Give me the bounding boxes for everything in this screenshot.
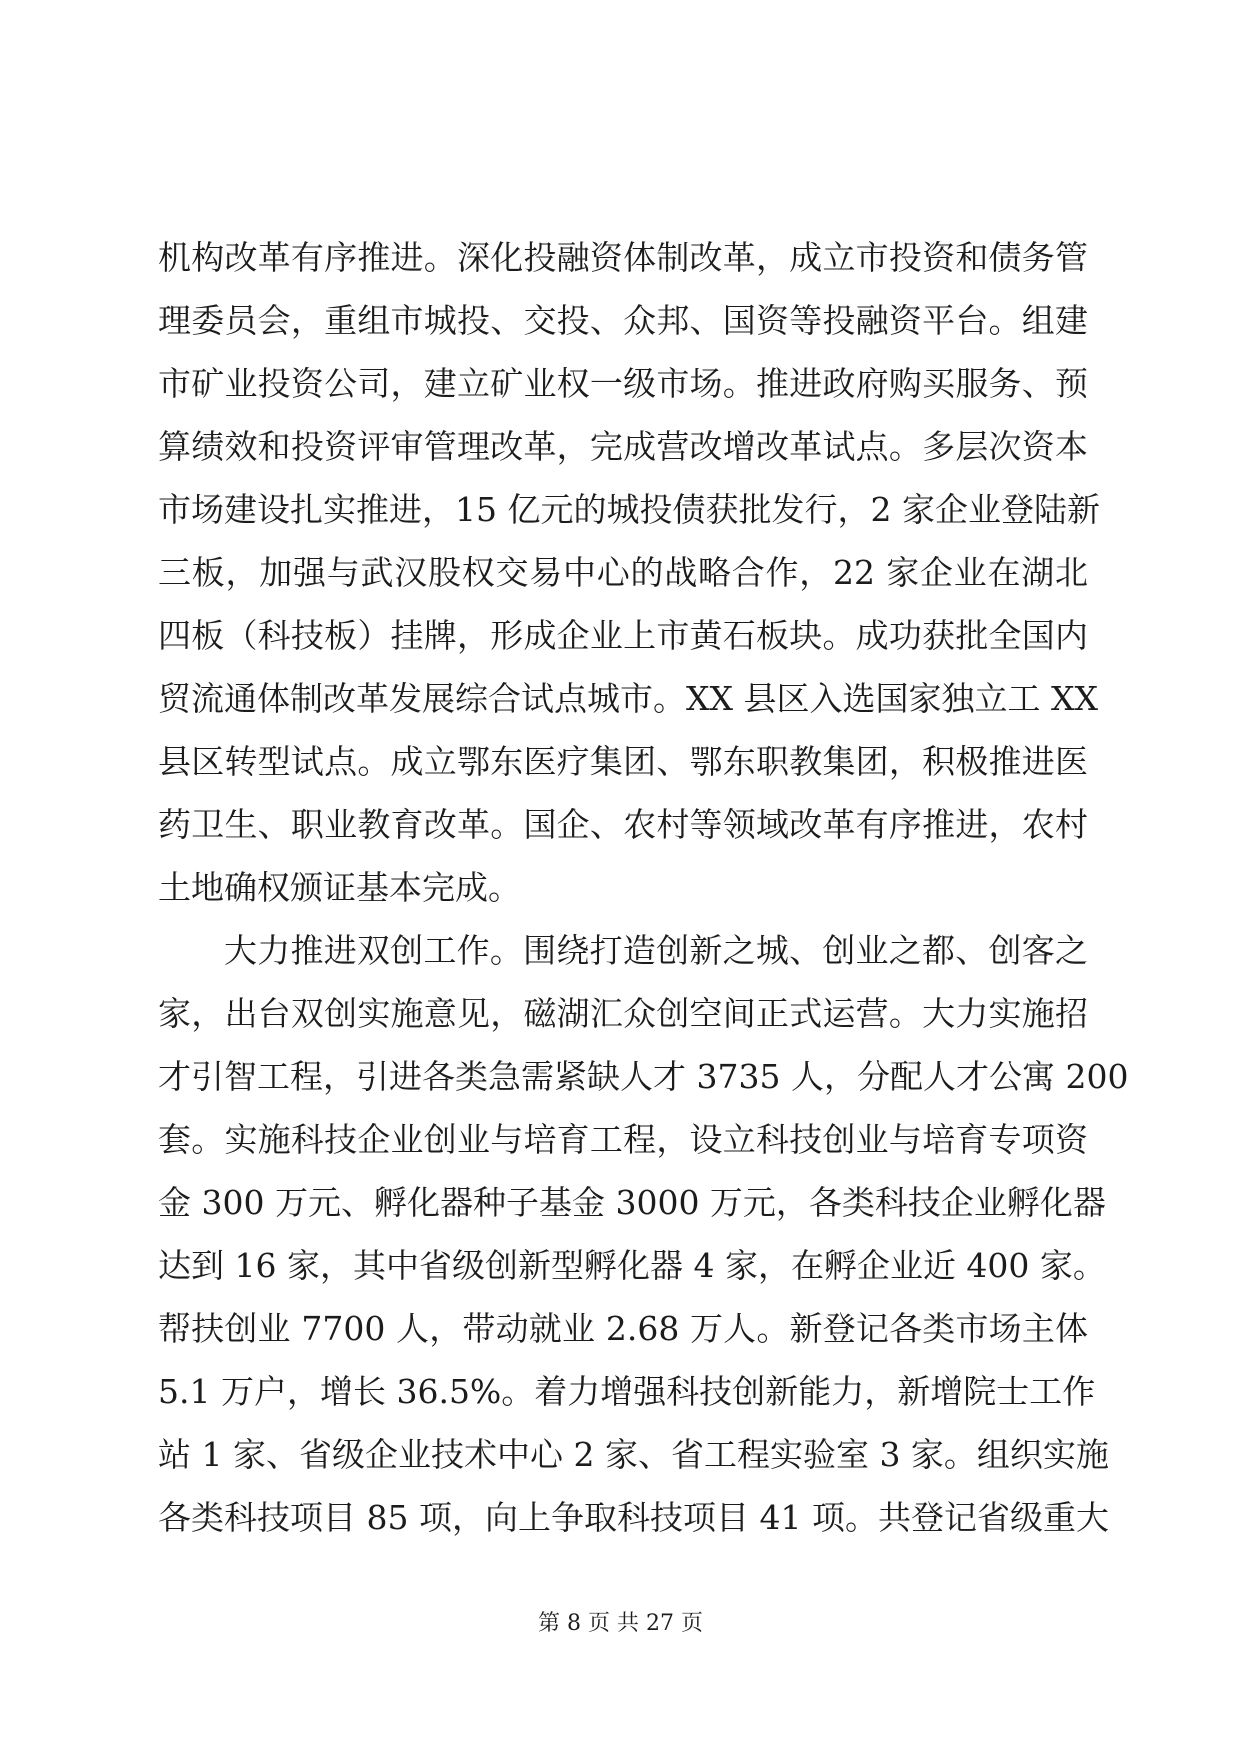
- text-line: 贸流通体制改革发展综合试点城市。XX 县区入选国家独立工 XX: [158, 679, 1098, 718]
- text-line: 四板（科技板）挂牌，形成企业上市黄石板块。成功获批全国内: [158, 616, 1088, 655]
- text-line: 县区转型试点。成立鄂东医疗集团、鄂东职教集团，积极推进医: [158, 742, 1088, 781]
- text-line: 家，出台双创实施意见，磁湖汇众创空间正式运营。大力实施招: [158, 994, 1088, 1033]
- text-line: 市场建设扎实推进，15 亿元的城投债获批发行，2 家企业登陆新: [158, 490, 1100, 529]
- page-footer: [0, 1606, 1241, 1637]
- document-body: [158, 226, 1129, 1549]
- text-line: 帮扶创业 7700 人，带动就业 2.68 万人。新登记各类市场主体: [158, 1309, 1088, 1348]
- text-line: 站 1 家、省级企业技术中心 2 家、省工程实验室 3 家。组织实施: [158, 1435, 1109, 1474]
- text-line: 土地确权颁证基本完成。: [158, 868, 521, 907]
- text-line: 套。实施科技企业创业与培育工程，设立科技创业与培育专项资: [158, 1120, 1088, 1159]
- text-line: 药卫生、职业教育改革。国企、农村等领域改革有序推进，农村: [158, 805, 1088, 844]
- page-number-label: 第 8 页 共 27 页: [538, 1611, 703, 1636]
- text-line: 金 300 万元、孵化器种子基金 3000 万元，各类科技企业孵化器: [158, 1183, 1106, 1222]
- text-line: 算绩效和投资评审管理改革，完成营改增改革试点。多层次资本: [158, 427, 1088, 466]
- text-line: 机构改革有序推进。深化投融资体制改革，成立市投资和债务管: [158, 238, 1088, 277]
- text-line: 达到 16 家，其中省级创新型孵化器 4 家，在孵企业近 400 家。: [158, 1246, 1106, 1285]
- text-line: 理委员会，重组市城投、交投、众邦、国资等投融资平台。组建: [158, 301, 1088, 340]
- text-line: 才引智工程，引进各类急需紧缺人才 3735 人，分配人才公寓 200: [158, 1057, 1129, 1096]
- text-line: 大力推进双创工作。围绕打造创新之城、创业之都、创客之: [224, 931, 1088, 970]
- text-line: 市矿业投资公司，建立矿业权一级市场。推进政府购买服务、预: [158, 364, 1088, 403]
- paragraph-2: [158, 919, 1129, 1549]
- paragraph-1: [158, 226, 1100, 919]
- text-line: 三板，加强与武汉股权交易中心的战略合作，22 家企业在湖北: [158, 553, 1088, 592]
- text-line: 5.1 万户，增长 36.5%。着力增强科技创新能力，新增院士工作: [158, 1372, 1096, 1411]
- text-line: 各类科技项目 85 项，向上争取科技项目 41 项。共登记省级重大: [158, 1498, 1109, 1537]
